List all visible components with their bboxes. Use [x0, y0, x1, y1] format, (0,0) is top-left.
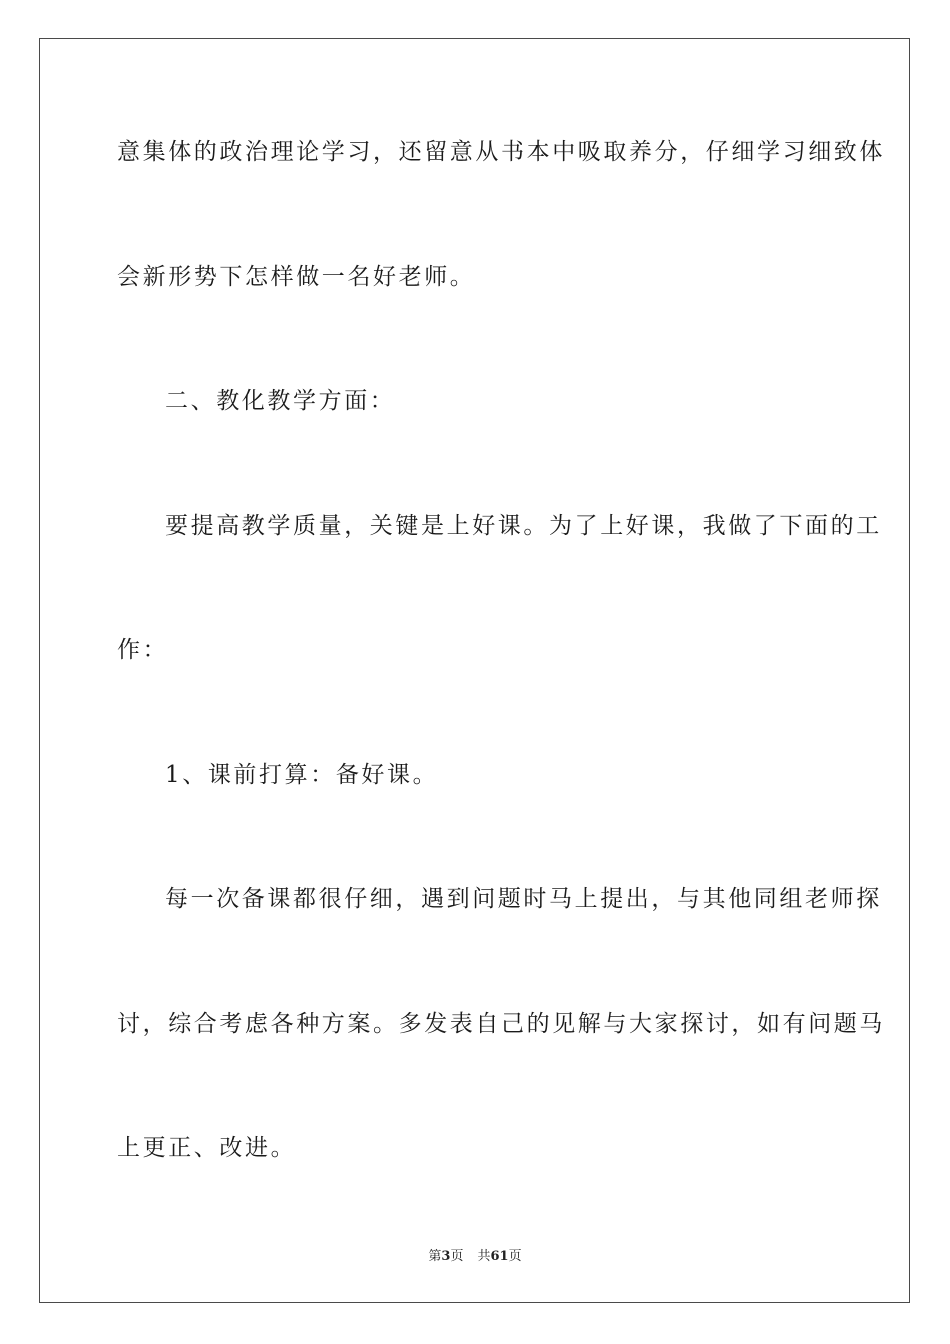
- body-text-line: 每一次备课都很仔细，遇到问题时马上提出，与其他同组老师探: [165, 886, 882, 912]
- body-text-line: 作：: [117, 637, 169, 663]
- body-text-line: 会新形势下怎样做一名好老师。: [117, 264, 476, 290]
- page-border: [39, 38, 910, 1303]
- body-text-line: 上更正、改进。: [117, 1135, 297, 1161]
- subsection-heading: 1、课前打算：备好课。: [165, 762, 439, 788]
- body-text-line: 讨，综合考虑各种方案。多发表自己的见解与大家探讨，如有问题马: [117, 1011, 885, 1037]
- total-pages-number: 61: [490, 1249, 509, 1264]
- page-suffix: 页: [450, 1249, 464, 1264]
- current-page-number: 3: [441, 1249, 451, 1264]
- section-heading: 二、教化教学方面：: [165, 388, 396, 414]
- total-prefix: 共: [477, 1249, 491, 1264]
- body-text-line: 意集体的政治理论学习，还留意从书本中吸取养分，仔细学习细致体: [117, 139, 885, 165]
- body-text-line: 要提高教学质量，关键是上好课。为了上好课，我做了下面的工: [165, 513, 882, 539]
- page-prefix: 第: [428, 1249, 442, 1264]
- total-suffix: 页: [508, 1249, 522, 1264]
- page-footer: [0, 1249, 950, 1265]
